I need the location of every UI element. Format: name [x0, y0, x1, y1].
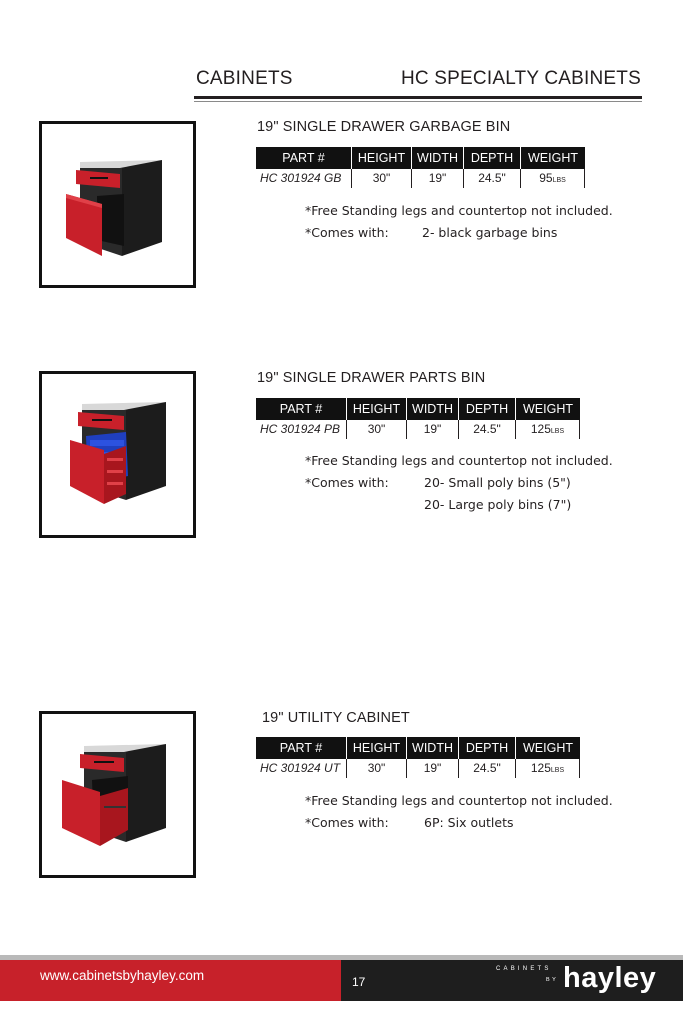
comes-with-item: 2- black garbage bins — [422, 225, 558, 240]
brand-logo-by: BY — [546, 977, 559, 983]
height-value: 30" — [347, 420, 407, 439]
spec-table — [256, 398, 580, 439]
col-width: WIDTH — [412, 147, 464, 169]
category-title: HC SPECIALTY CABINETS — [400, 68, 641, 89]
product-photo-garbage-bin — [39, 121, 196, 288]
col-depth: DEPTH — [464, 147, 521, 169]
comes-with-label: *Comes with: — [305, 475, 389, 490]
product-photo-parts-bin — [39, 371, 196, 538]
col-depth: DEPTH — [459, 737, 516, 759]
spec-table-header — [256, 147, 585, 169]
spec-table — [256, 147, 585, 188]
col-part: PART # — [256, 147, 352, 169]
depth-value: 24.5" — [464, 169, 521, 188]
spec-table — [256, 737, 580, 778]
cabinet-parts-bin-image — [42, 374, 193, 535]
col-weight: WEIGHT — [528, 151, 578, 165]
col-height: HEIGHT — [352, 147, 412, 169]
col-height: HEIGHT — [347, 398, 407, 420]
comes-with-label: *Comes with: — [305, 815, 389, 830]
table-row — [256, 169, 585, 188]
comes-with-item: 20- Small poly bins (5") — [424, 475, 571, 490]
width-value: 19" — [407, 420, 459, 439]
product-photo-utility-cabinet — [39, 711, 196, 878]
weight-value: 125LBS — [516, 420, 580, 439]
spec-table-header — [256, 737, 580, 759]
col-depth: DEPTH — [459, 398, 516, 420]
width-value: 19" — [412, 169, 464, 188]
height-value: 30" — [352, 169, 412, 188]
page-number: 17 — [352, 975, 366, 989]
comes-with-item: 20- Large poly bins (7") — [424, 497, 572, 512]
table-row — [256, 759, 580, 778]
weight-value: 95LBS — [521, 169, 585, 188]
header-divider-thin — [194, 101, 642, 102]
col-height: HEIGHT — [347, 737, 407, 759]
weight-value: 125LBS — [516, 759, 580, 778]
brand-logo-name: hayley — [563, 962, 657, 994]
note-text: *Free Standing legs and countertop not included. — [305, 203, 613, 218]
product-title: 19" UTILITY CABINET — [262, 710, 410, 726]
part-number: HC 301924 PB — [256, 420, 347, 439]
website-link[interactable]: www.cabinetsbyhayley.com — [40, 968, 205, 983]
comes-with-item: 6P: Six outlets — [424, 815, 514, 830]
col-weight: WEIGHT — [523, 402, 573, 416]
col-width: WIDTH — [407, 737, 459, 759]
col-part: PART # — [256, 398, 347, 420]
col-weight: WEIGHT — [523, 741, 573, 755]
brand-logo-cabinets: CABINETS — [496, 966, 552, 972]
cabinet-utility-image — [42, 714, 193, 875]
depth-value: 24.5" — [459, 420, 516, 439]
col-part: PART # — [256, 737, 347, 759]
note-text: *Free Standing legs and countertop not included. — [305, 793, 613, 808]
note-text: *Free Standing legs and countertop not included. — [305, 453, 613, 468]
product-title: 19" SINGLE DRAWER GARBAGE BIN — [257, 119, 511, 135]
width-value: 19" — [407, 759, 459, 778]
section-title: CABINETS — [196, 68, 293, 89]
table-row — [256, 420, 580, 439]
header-divider — [194, 96, 642, 99]
part-number: HC 301924 UT — [256, 759, 347, 778]
col-width: WIDTH — [407, 398, 459, 420]
cabinet-garbage-bin-image — [42, 124, 193, 285]
depth-value: 24.5" — [459, 759, 516, 778]
spec-table-header — [256, 398, 580, 420]
height-value: 30" — [347, 759, 407, 778]
product-title: 19" SINGLE DRAWER PARTS BIN — [257, 370, 486, 386]
part-number: HC 301924 GB — [256, 169, 352, 188]
comes-with-label: *Comes with: — [305, 225, 389, 240]
